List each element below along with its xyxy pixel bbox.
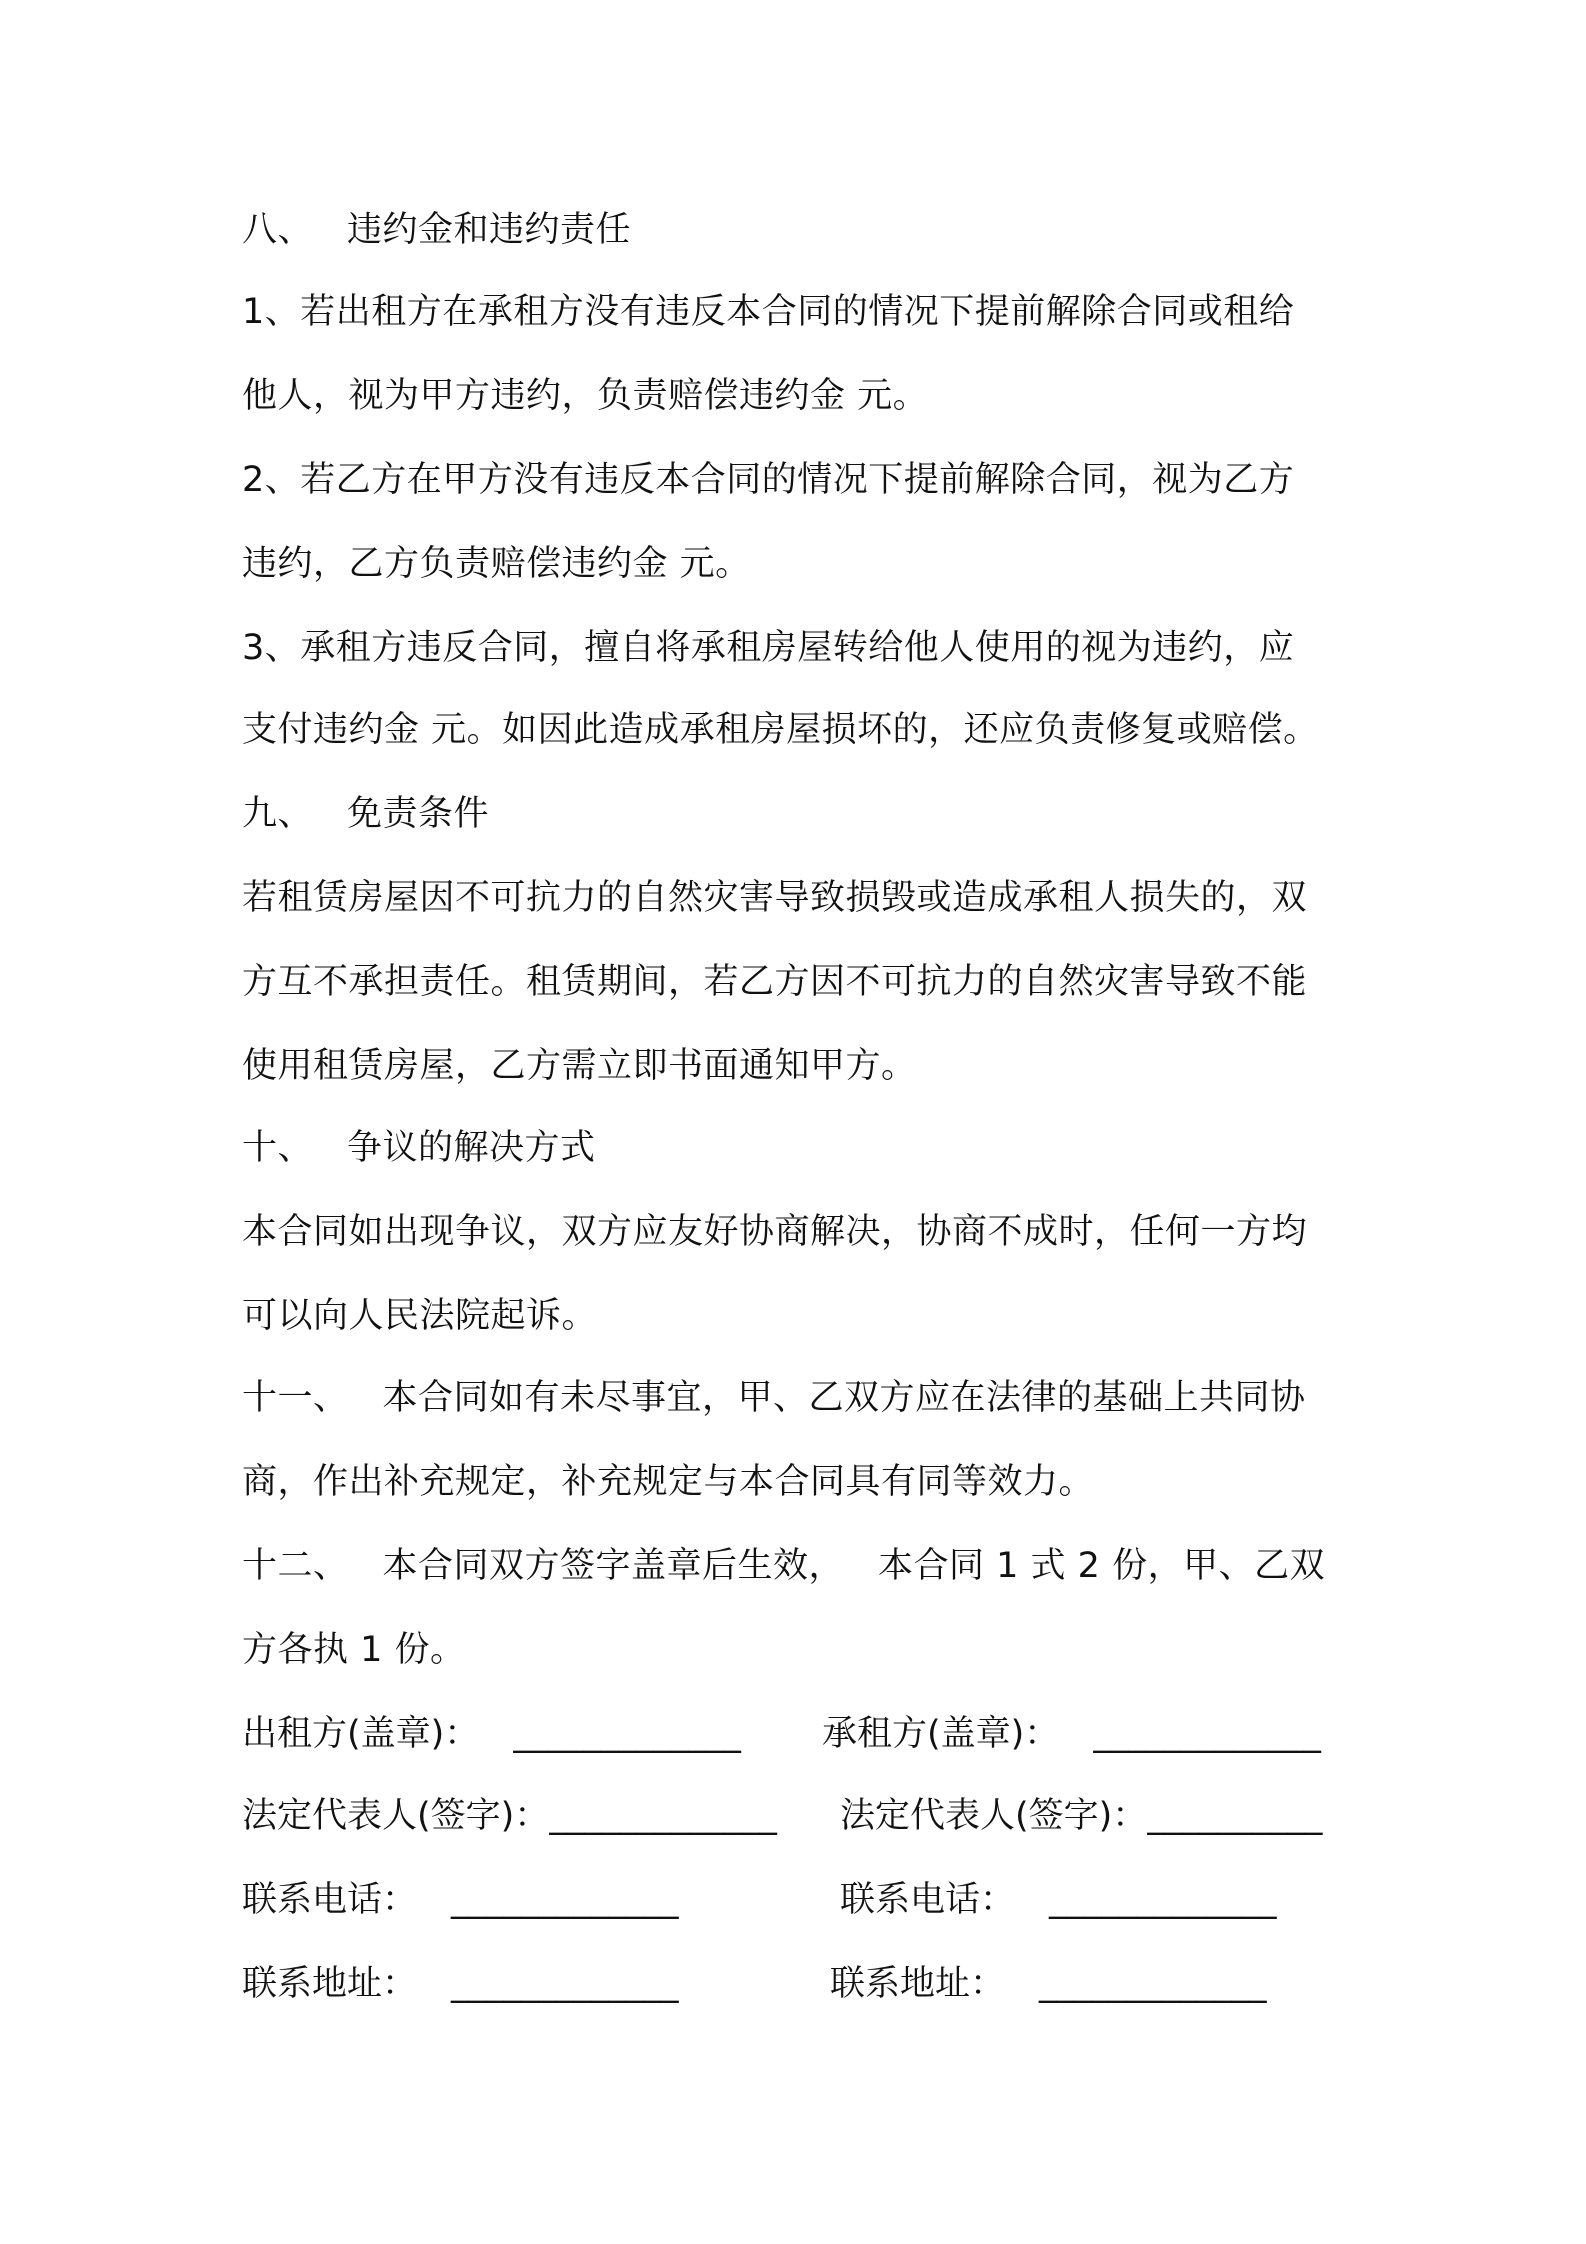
section-9-line-3: 使用租赁房屋，乙方需立即书面通知甲方。 [242, 1046, 917, 1086]
section-8-number: 八、 [242, 210, 314, 250]
section-9-heading [242, 792, 489, 836]
legal-rep-right-label: 法定代表人(签字)： [840, 1796, 1148, 1836]
section-8-heading [242, 208, 631, 252]
section-10-line-2: 可以向人民法院起诉。 [242, 1296, 598, 1336]
phone-left-field [242, 1878, 679, 1922]
section-9-number: 九、 [242, 794, 314, 834]
section-12-line-2: 方各执 1 份。 [242, 1630, 466, 1670]
section-11-text-1: 本合同如有未尽事宜，甲、乙双方应在法律的基础上共同协 [382, 1378, 1306, 1418]
section-8-clause-2-line-2: 违约，乙方负责赔偿违约金 元。 [242, 544, 751, 584]
lessee-seal-field [822, 1712, 1321, 1756]
lessee-seal-blank: _____________ [1093, 1714, 1321, 1754]
section-8-clause-3-line-1: 3、承租方违反合同，擅自将承租房屋转给他人使用的视为违约，应 [242, 628, 1295, 668]
section-8-clause-1-line-2: 他人，视为甲方违约，负责赔偿违约金 元。 [242, 376, 929, 416]
section-10-line-1: 本合同如出现争议，双方应友好协商解决，协商不成时，任何一方均 [242, 1212, 1308, 1252]
legal-rep-left-blank: _____________ [549, 1796, 777, 1836]
section-10-title: 争议的解决方式 [347, 1128, 596, 1168]
legal-rep-left-label: 法定代表人(签字)： [242, 1796, 550, 1836]
address-left-blank: _____________ [451, 1964, 679, 2004]
section-8-title: 违约金和违约责任 [347, 210, 632, 250]
address-left-label: 联系地址： [242, 1964, 418, 2004]
address-right-blank: _____________ [1039, 1964, 1267, 2004]
lessor-seal-field [242, 1712, 741, 1756]
phone-left-label: 联系电话： [242, 1880, 418, 1920]
phone-right-blank: _____________ [1049, 1880, 1277, 1920]
section-9-line-1: 若租赁房屋因不可抗力的自然灾害导致损毁或造成承租人损失的，双 [242, 878, 1308, 918]
legal-rep-right-field [840, 1794, 1322, 1838]
section-8-clause-3-line-2: 支付违约金 元。如因此造成承租房屋损坏的，还应负责修复或赔偿。 [242, 710, 1319, 750]
section-10-heading [242, 1126, 596, 1170]
section-11-number: 十一、 [242, 1378, 349, 1418]
section-9-title: 免责条件 [347, 794, 490, 834]
section-12-text-1a: 本合同双方签字盖章后生效， [382, 1546, 845, 1586]
phone-right-field [840, 1878, 1277, 1922]
address-left-field [242, 1962, 679, 2006]
section-12-number: 十二、 [242, 1546, 349, 1586]
lessee-seal-label: 承租方(盖章)： [822, 1714, 1060, 1754]
lessor-seal-blank: _____________ [513, 1714, 741, 1754]
legal-rep-left-field [242, 1794, 777, 1838]
address-right-field [830, 1962, 1267, 2006]
legal-rep-right-blank: __________ [1147, 1796, 1323, 1836]
section-10-number: 十、 [242, 1128, 314, 1168]
section-8-clause-2-line-1: 2、若乙方在甲方没有违反本合同的情况下提前解除合同，视为乙方 [242, 460, 1295, 500]
phone-left-blank: _____________ [451, 1880, 679, 1920]
section-8-clause-1-line-1: 1、若出租方在承租方没有违反本合同的情况下提前解除合同或租给 [242, 292, 1295, 332]
section-12-line-1 [242, 1544, 1325, 1588]
section-11-line-2: 商，作出补充规定，补充规定与本合同具有同等效力。 [242, 1462, 1095, 1502]
phone-right-label: 联系电话： [840, 1880, 1016, 1920]
address-right-label: 联系地址： [830, 1964, 1006, 2004]
section-12-text-1b: 本合同 1 式 2 份，甲、乙双 [878, 1546, 1326, 1586]
section-11-line-1 [242, 1376, 1306, 1420]
lessor-seal-label: 出租方(盖章)： [242, 1714, 480, 1754]
section-9-line-2: 方互不承担责任。租赁期间，若乙方因不可抗力的自然灾害导致不能 [242, 962, 1308, 1002]
